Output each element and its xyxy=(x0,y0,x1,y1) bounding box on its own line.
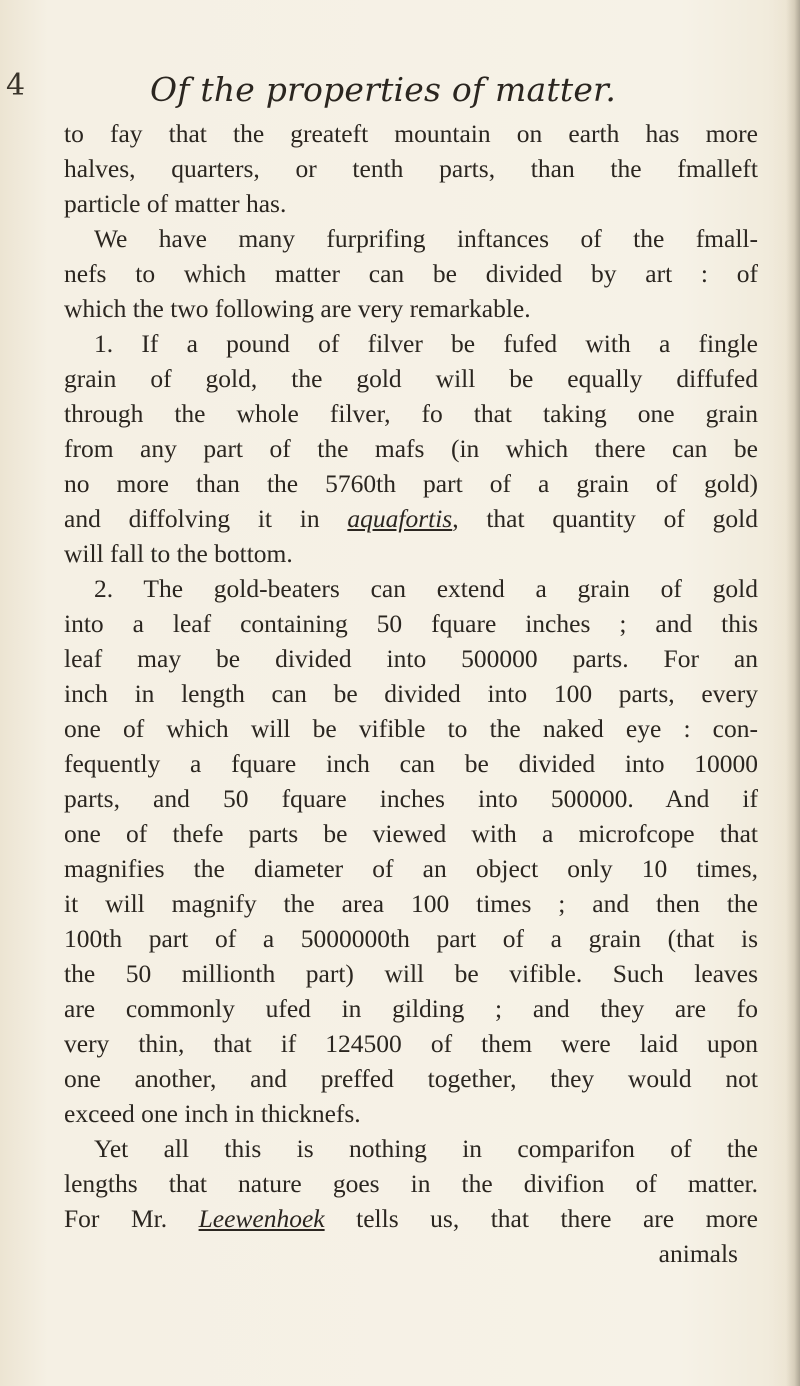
text-line: one another, and preffed together, they would not xyxy=(64,1064,758,1093)
text-segment: and diffolving it in xyxy=(64,504,348,533)
page-gutter-shadow xyxy=(786,0,800,1386)
text-line: 2. The gold-beaters can extend a grain of gold xyxy=(94,574,758,603)
text-line: We have many furprifing inftances of the fmall- xyxy=(94,224,758,253)
text-line: through the whole filver, fo that taking one grain xyxy=(64,399,758,428)
italic-name-leewenhoek: Leewenhoek xyxy=(198,1204,325,1233)
text-line: it will magnify the area 100 times ; and then the xyxy=(64,889,758,918)
running-head: Of the properties of matter. xyxy=(150,70,617,109)
text-line xyxy=(64,501,758,536)
text-line: inch in length can be divided into 100 parts, every xyxy=(64,679,758,708)
catchword: animals xyxy=(658,1239,738,1268)
text-line: magnifies the diameter of an object only 10 times, xyxy=(64,854,758,883)
text-line: fequently a fquare inch can be divided into 10000 xyxy=(64,749,758,778)
text-line: particle of matter has. xyxy=(64,189,287,218)
text-line: to fay that the greateft mountain on earth has more xyxy=(64,119,758,148)
text-line: exceed one inch in thicknefs. xyxy=(64,1099,361,1128)
italic-term-aquafortis: aquafortis xyxy=(347,504,453,533)
text-line: leaf may be divided into 500000 parts. For an xyxy=(64,644,758,673)
text-line: 1. If a pound of filver be fufed with a fingle xyxy=(94,329,758,358)
text-line: into a leaf containing 50 fquare inches ; and this xyxy=(64,609,758,638)
body-text xyxy=(64,116,758,1271)
text-segment: , that quantity of gold xyxy=(452,504,758,533)
text-line: the 50 millionth part) will be vifible. Such leaves xyxy=(64,959,758,988)
text-line xyxy=(64,1201,758,1236)
text-line: from any part of the mafs (in which there can be xyxy=(64,434,758,463)
text-line: parts, and 50 fquare inches into 500000. And if xyxy=(64,784,758,813)
text-line: 100th part of a 5000000th part of a grain (that is xyxy=(64,924,758,953)
text-line: lengths that nature goes in the divifion of matter. xyxy=(64,1169,758,1198)
text-line: very thin, that if 124500 of them were laid upon xyxy=(64,1029,758,1058)
text-line: are commonly ufed in gilding ; and they are fo xyxy=(64,994,758,1023)
text-line: grain of gold, the gold will be equally diffufed xyxy=(64,364,758,393)
text-line: one of thefe parts be viewed with a microfcope that xyxy=(64,819,758,848)
text-line: one of which will be vifible to the naked eye : con- xyxy=(64,714,758,743)
text-segment: tells us, that there are more xyxy=(324,1204,758,1233)
text-line: nefs to which matter can be divided by art : of xyxy=(64,259,758,288)
text-segment: For Mr. xyxy=(64,1204,199,1233)
text-line: no more than the 5760th part of a grain of gold) xyxy=(64,469,758,498)
text-line: which the two following are very remarkable. xyxy=(64,294,531,323)
text-line: Yet all this is nothing in comparifon of the xyxy=(94,1134,758,1163)
margin-mark: 4 xyxy=(6,68,26,103)
text-line: will fall to the bottom. xyxy=(64,539,293,568)
text-line: halves, quarters, or tenth parts, than the fmalleft xyxy=(64,154,758,183)
